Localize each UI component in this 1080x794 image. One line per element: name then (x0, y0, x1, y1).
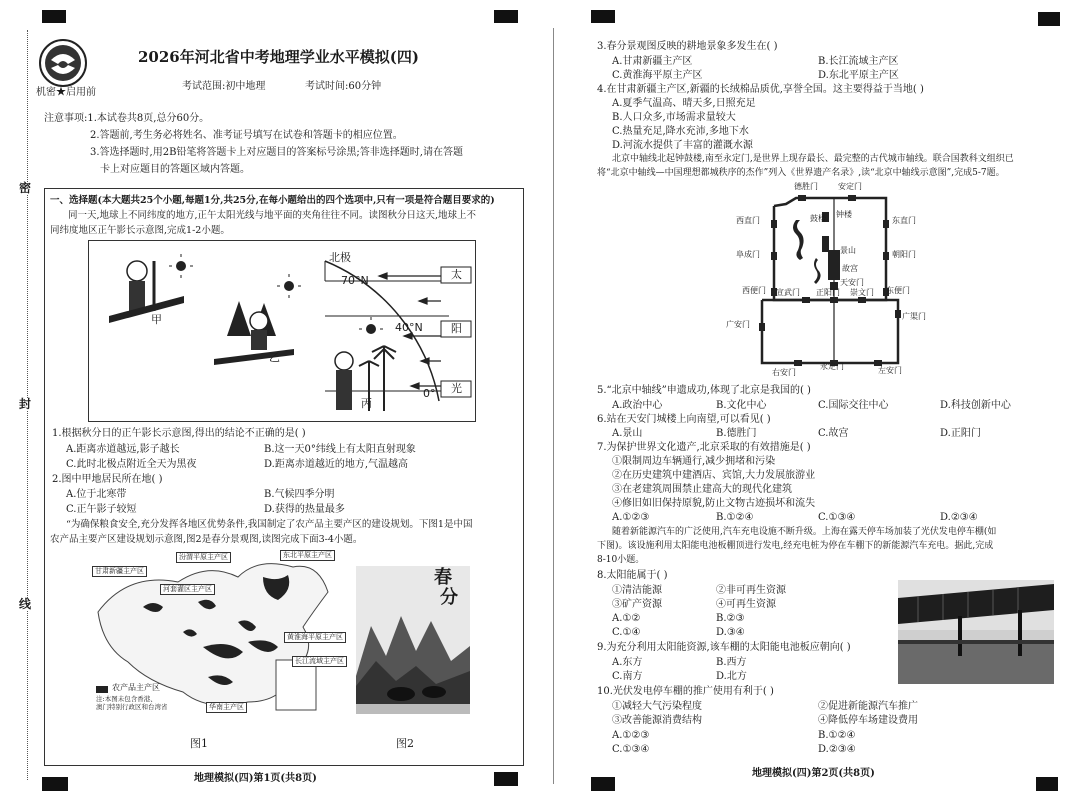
q8-statement-3: ③矿产资源 (612, 599, 662, 610)
secret-label: 机密★启用前 (36, 87, 96, 98)
gate-fuchengmen: 阜成门 (736, 250, 760, 259)
binding-xian: 线 (19, 597, 32, 611)
q7-statement-1: ①限制周边车辆通行,减少拥堵和污染 (612, 456, 776, 467)
q7-statement-3: ③在老建筑周围禁止建高大的现代化建筑 (612, 484, 792, 495)
q5-option-d[interactable]: D.科技创新中心 (940, 400, 1011, 411)
q2-option-b[interactable]: B.气候四季分明 (264, 489, 335, 500)
intro-1-2-line2: 同纬度地区正午影长示意图,完成1-2小题。 (50, 225, 230, 236)
q2-option-d[interactable]: D.获得的热量最多 (264, 504, 345, 515)
q7-option-d[interactable]: D.②③④ (940, 512, 978, 523)
spring-char-1: 春 (434, 567, 452, 588)
q5-option-a[interactable]: A.政治中心 (612, 400, 663, 411)
caption-fig1: 图1 (190, 737, 208, 750)
binding-mi: 密 (19, 181, 32, 195)
q5-option-b[interactable]: B.文化中心 (716, 400, 767, 411)
gulou-label: 鼓楼 (810, 214, 826, 223)
q5-option-c[interactable]: C.国际交往中心 (818, 400, 889, 411)
page-title: 2026年河北省中考地理学业水平模拟(四) (138, 48, 419, 66)
gate-yongdingmen: 永定门 (820, 362, 844, 371)
gate-xizhimen: 西直门 (736, 216, 760, 225)
q8-option-c[interactable]: C.①④ (612, 627, 641, 638)
registration-mark (1038, 12, 1060, 26)
q5-stem: 5.“北京中轴线”申遗成功,体现了北京是我国的( ) (597, 385, 811, 396)
q1-option-d[interactable]: D.距离赤道越近的地方,气温越高 (264, 459, 409, 470)
exam-time: 考试时间:60分钟 (305, 81, 382, 92)
q7-statement-2: ②在历史建筑中建酒店、宾馆,大力发展旅游业 (612, 470, 816, 481)
map-legend: 农产品主产区 (112, 683, 160, 692)
q8-option-b[interactable]: B.②③ (716, 613, 745, 624)
map-note-1: 注:本图未包含香港、 (96, 695, 157, 703)
q9-option-c[interactable]: C.南方 (612, 671, 643, 682)
label-0deg: 0° (423, 387, 436, 400)
tiananmen-label: 天安门 (840, 278, 864, 287)
gate-guangqumen: 广渠门 (902, 312, 926, 321)
registration-mark (591, 777, 615, 791)
q10-option-c[interactable]: C.①③④ (612, 744, 650, 755)
label-70n: 70°N (341, 274, 369, 287)
gate-zuoanmen: 左安门 (878, 366, 902, 375)
intro-3-4-line2: 农产品主要产区建设规划示意图,图2是春分景观图,读图完成下面3-4小题。 (50, 534, 363, 545)
q9-option-a[interactable]: A.东方 (612, 657, 643, 668)
zhonglou-label: 钟楼 (836, 210, 852, 219)
gate-chaoyangmen: 朝阳门 (892, 250, 916, 259)
q8-option-a[interactable]: A.①② (612, 613, 641, 624)
q4-option-d[interactable]: D.河流水提供了丰富的灌溉水源 (612, 140, 753, 151)
label-north-pole: 北极 (329, 251, 351, 264)
q7-statement-4: ④修旧如旧保持原貌,防止文物古迹损坏和流失 (612, 498, 816, 509)
section-heading: 一、选择题(本大题共25个小题,每题1分,共25分,在每小题给出的四个选项中,只有一项是符合题目要求的) (50, 195, 495, 206)
binding-feng: 封 (19, 397, 32, 411)
q3-option-b[interactable]: B.长江流域主产区 (818, 56, 899, 67)
q6-stem: 6.站在天安门城楼上向南望,可以看见( ) (597, 414, 771, 425)
q10-option-a[interactable]: A.①②③ (612, 730, 650, 741)
spring-char-2: 分 (440, 587, 458, 608)
intro-8-10-line1: 随着新能源汽车的广泛使用,汽车充电设施不断升级。上海在露天停车场加装了光伏发电停车棚(如 (612, 527, 997, 537)
q3-stem: 3.春分景观图反映的耕地景象多发生在( ) (597, 41, 778, 52)
map-label-gansu: 甘肃新疆主产区 (92, 566, 147, 577)
q7-option-c[interactable]: C.①③④ (818, 512, 856, 523)
intro-3-4-line1: “为确保粮食安全,充分发挥各地区优势条件,我国制定了农产品主要产区的建设规划。下图1是中国 (66, 519, 473, 530)
page-divider (553, 28, 554, 784)
intro-1-2-line1: 同一天,地球上不同纬度的地方,正午太阳光线与地平面的夹角往往不同。读图秋分日这天,地球上不 (68, 210, 477, 221)
gate-andingmen: 安定门 (838, 182, 862, 191)
label-40n: 40°N (395, 321, 423, 334)
jingshan-label: 景山 (840, 246, 856, 255)
note-1: 注意事项:1.本试卷共8页,总分60分。 (44, 113, 210, 124)
solar-carport-photo (898, 580, 1054, 684)
q6-option-d[interactable]: D.正阳门 (940, 428, 981, 439)
q6-option-c[interactable]: C.故宫 (818, 428, 849, 439)
label-sun-3: 光 (451, 382, 462, 395)
q1-option-b[interactable]: B.这一天0°纬线上有太阳直射现象 (264, 444, 416, 455)
intro-8-10-line3: 8-10小题。 (597, 555, 645, 565)
q7-option-b[interactable]: B.①②④ (716, 512, 754, 523)
q2-option-a[interactable]: A.位于北寒带 (66, 489, 127, 500)
map-label-fenwei: 汾渭平原主产区 (176, 552, 231, 563)
map-note-2: 澳门特别行政区和台湾省 (96, 703, 168, 711)
q2-option-c[interactable]: C.正午影子较短 (66, 504, 137, 515)
map-label-hetao: 河套灌区主产区 (160, 584, 215, 595)
note-2: 2.答题前,考生务必将姓名、准考证号填写在试卷和答题卡的相应位置。 (90, 130, 403, 141)
q1-option-a[interactable]: A.距离赤道越远,影子越长 (66, 444, 180, 455)
map-label-dongbei: 东北平原主产区 (280, 550, 335, 561)
registration-mark (1036, 777, 1058, 791)
q10-option-b[interactable]: B.①②④ (818, 730, 856, 741)
map-label-huanan: 华南主产区 (206, 702, 247, 713)
china-map-figure (88, 552, 346, 724)
q7-stem: 7.为保护世界文化遗产,北京采取的有效措施是( ) (597, 442, 811, 453)
school-logo (38, 38, 88, 88)
q10-statement-4: ④降低停车场建设费用 (818, 715, 918, 726)
label-yi: 乙 (269, 351, 280, 364)
q10-stem: 10.光伏发电停车棚的推广使用有利于( ) (597, 686, 774, 697)
q4-stem: 4.在甘肃新疆主产区,新疆的长绒棉品质优,享誉全国。这主要得益于当地( ) (597, 84, 924, 95)
registration-mark (591, 10, 615, 23)
page2-footer: 地理模拟(四)第2页(共8页) (752, 768, 875, 779)
intro-5-7-line2: 将“北京中轴线—中国理想都城秩序的杰作”列入《世界遗产名录》,读“北京中轴线示意图”,完成5-7题。 (597, 168, 1005, 178)
note-3a: 3.答选择题时,用2B铅笔将答题卡上对应题目的答案标号涂黑;答非选择题时,请在答题 (90, 147, 463, 158)
spring-painting (356, 566, 470, 714)
note-3b: 卡上对应题目的答题区域内答题。 (100, 164, 250, 175)
q8-stem: 8.太阳能属于( ) (597, 570, 668, 581)
q8-statement-2: ②非可再生资源 (716, 585, 786, 596)
gate-chongwenmen: 崇文门 (850, 288, 874, 297)
page1-footer: 地理模拟(四)第1页(共8页) (194, 773, 317, 784)
q8-statement-1: ①清洁能源 (612, 585, 662, 596)
q4-option-c[interactable]: C.热量充足,降水充沛,多地下水 (612, 126, 749, 137)
gate-zhengyangmen: 正阳门 (816, 288, 840, 297)
gate-youanmen: 右安门 (772, 368, 796, 377)
label-sun-1: 太 (451, 268, 462, 281)
q6-option-a[interactable]: A.景山 (612, 428, 643, 439)
q6-option-b[interactable]: B.德胜门 (716, 428, 757, 439)
beijing-axis-figure (726, 182, 936, 378)
q8-statement-4: ④可再生资源 (716, 599, 776, 610)
registration-mark (494, 772, 518, 786)
shadow-figure (88, 240, 476, 422)
gugong-label: 故宫 (842, 264, 858, 273)
intro-8-10-line2: 下图)。该设施利用太阳能电池板棚顶进行发电,经充电桩为停在车棚下的新能源汽车充电。据此,完成 (597, 541, 994, 551)
q10-statement-3: ③改善能源消费结构 (612, 715, 702, 726)
q9-stem: 9.为充分利用太阳能资源,该车棚的太阳能电池板应朝向( ) (597, 642, 851, 653)
caption-fig2: 图2 (396, 737, 414, 750)
registration-mark (494, 10, 518, 23)
q10-statement-1: ①减轻大气污染程度 (612, 701, 702, 712)
gate-guanganmen: 广安门 (726, 320, 750, 329)
q9-option-d[interactable]: D.北方 (716, 671, 747, 682)
q3-option-d[interactable]: D.东北平原主产区 (818, 70, 899, 81)
gate-xuanwumen: 宣武门 (776, 288, 800, 297)
registration-mark (42, 777, 68, 791)
q4-option-a[interactable]: A.夏季气温高、晴天多,日照充足 (612, 98, 756, 109)
q9-option-b[interactable]: B.西方 (716, 657, 747, 668)
q10-statement-2: ②促进新能源汽车推广 (818, 701, 918, 712)
label-jia: 甲 (151, 313, 162, 326)
q10-option-d[interactable]: D.②③④ (818, 744, 856, 755)
q4-option-b[interactable]: B.人口众多,市场需求量较大 (612, 112, 736, 123)
q3-option-a[interactable]: A.甘肃新疆主产区 (612, 56, 693, 67)
gate-xibianmen: 西便门 (742, 286, 766, 295)
q1-option-c[interactable]: C.此时北极点附近全天为黑夜 (66, 459, 197, 470)
q2-stem: 2.图中甲地居民所在地( ) (52, 474, 163, 485)
q1-stem: 1.根据秋分日的正午影长示意图,得出的结论不正确的是( ) (52, 428, 306, 439)
q8-option-d[interactable]: D.③④ (716, 627, 745, 638)
q7-option-a[interactable]: A.①②③ (612, 512, 650, 523)
label-bing: 丙 (361, 397, 372, 410)
intro-5-7-line1: 北京中轴线北起钟鼓楼,南至永定门,是世界上现存最长、最完整的古代城市轴线。联合国教科文组织已 (612, 154, 1014, 164)
q3-option-c[interactable]: C.黄淮海平原主产区 (612, 70, 703, 81)
map-label-changjiang: 长江流域主产区 (292, 656, 347, 667)
map-label-huanghuai: 黄淮海平原主产区 (284, 632, 346, 643)
registration-mark (42, 10, 66, 23)
gate-dongzhimen: 东直门 (892, 216, 916, 225)
label-sun-2: 阳 (451, 322, 462, 335)
gate-deshengmen: 德胜门 (794, 182, 818, 191)
exam-scope: 考试范围:初中地理 (182, 81, 266, 92)
gate-dongbianmen: 东便门 (886, 286, 910, 295)
